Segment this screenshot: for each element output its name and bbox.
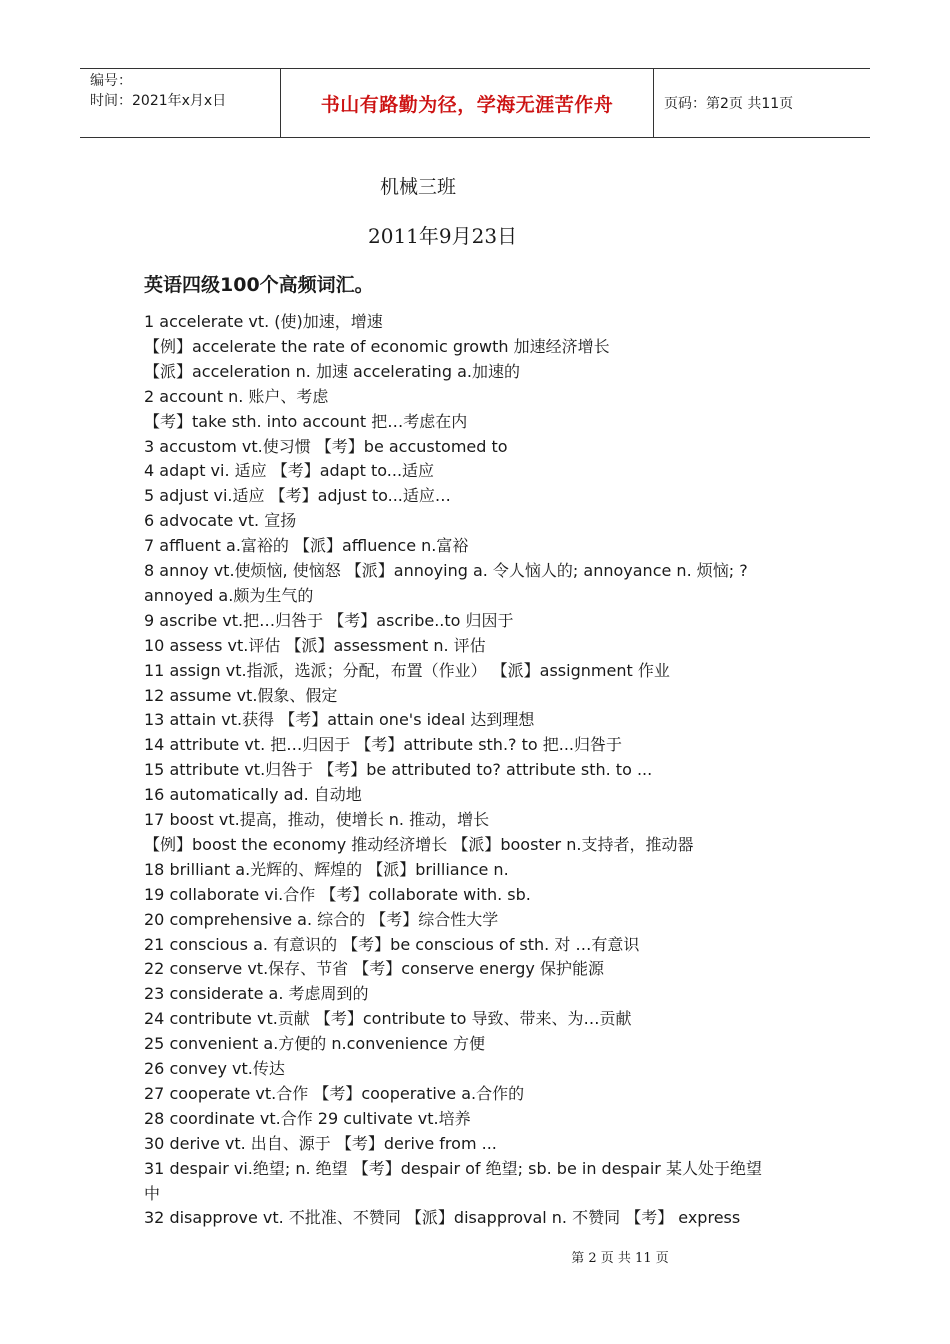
vocab-line: 10 assess vt.评估 【派】assessment n. 评估	[144, 635, 486, 655]
vocab-line: 【考】take sth. into account 把…考虑在内	[144, 411, 468, 431]
vocab-line: 【例】accelerate the rate of economic growth 加速经济增长	[144, 336, 610, 356]
vocab-line: 22 conserve vt.保存、节省 【考】conserve energy 保护能源	[144, 959, 604, 979]
header-page-cell	[654, 69, 870, 137]
vocab-line: 26 convey vt.传达	[144, 1059, 285, 1078]
section-heading: 英语四级100个高频词汇。	[144, 274, 374, 296]
vocab-line: 3 accustom vt.使习惯 【考】be accustomed to	[144, 436, 508, 456]
page-footer: 第 2 页 共 11 页	[571, 1251, 669, 1266]
vocab-line: 15 attribute vt.归咎于 【考】be attributed to? attribute sth. to ...	[144, 760, 653, 780]
vocab-line: 31 despair vi.绝望; n. 绝望 【考】despair of 绝望; sb. be in despair 某人处于绝望	[144, 1158, 762, 1178]
page-info: 页码：第2页 共11页	[664, 96, 794, 112]
vocab-line: 8 annoy vt.使烦恼, 使恼怒 【派】annoying a. 令人恼人的; annoyance n. 烦恼; ?	[144, 561, 748, 580]
vocab-line: 25 convenient a.方便的 n.convenience 方便	[144, 1034, 485, 1054]
vocab-line: 1 accelerate vt. (使)加速，增速	[144, 312, 383, 331]
header-left-cell	[80, 69, 281, 137]
vocab-line: 32 disapprove vt. 不批准、不赞同 【派】disapproval n. 不赞同 【考】 express	[144, 1208, 741, 1228]
vocab-line: 21 conscious a. 有意识的 【考】be conscious of sth. 对 …有意识	[144, 934, 640, 954]
vocab-line: 5 adjust vi.适应 【考】adjust to...适应…	[144, 486, 451, 506]
header-motto-cell	[281, 69, 654, 137]
vocab-line: 【派】acceleration n. 加速 accelerating a.加速的	[144, 361, 520, 381]
vocab-line: 20 comprehensive a. 综合的 【考】综合性大学	[144, 909, 499, 929]
vocab-line: 19 collaborate vi.合作 【考】collaborate with. sb.	[144, 884, 531, 904]
vocab-line: 17 boost vt.提高，推动，使增长 n. 推动，增长	[144, 810, 490, 829]
vocab-line: 4 adapt vi. 适应 【考】adapt to...适应	[144, 461, 435, 481]
vocab-line: 16 automatically ad. 自动地	[144, 785, 362, 805]
vocab-line: 27 cooperate vt.合作 【考】cooperative a.合作的	[144, 1083, 525, 1103]
vocab-line: 【例】boost the economy 推动经济增长 【派】booster n.支持者，推动器	[144, 834, 694, 854]
class-name: 机械三班	[380, 176, 457, 198]
vocab-line: 14 attribute vt. 把…归因于 【考】attribute sth.? to 把...归咎于	[144, 735, 623, 755]
vocab-line: 23 considerate a. 考虑周到的	[144, 984, 369, 1004]
vocab-line: annoyed a.颇为生气的	[144, 585, 314, 605]
vocab-line: 6 advocate vt. 宣扬	[144, 511, 297, 531]
vocab-line: 9 ascribe vt.把…归咎于 【考】ascribe..to 归因于	[144, 610, 514, 630]
vocab-line: 30 derive vt. 出自、源于 【考】derive from ...	[144, 1133, 497, 1153]
vocab-line: 11 assign vt.指派，选派；分配，布置（作业） 【派】assignment 作业	[144, 660, 670, 680]
vocab-line: 12 assume vt.假象、假定	[144, 685, 338, 705]
vocab-line: 18 brilliant a.光辉的、辉煌的 【派】brilliance n.	[144, 859, 509, 879]
vocab-line: 7 affluent a.富裕的 【派】affluence n.富裕	[144, 536, 469, 556]
vocab-line: 13 attain vt.获得 【考】attain one's ideal 达到理想	[144, 710, 535, 730]
page-header-table	[80, 68, 870, 138]
motto-text: 书山有路勤为径，学海无涯苦作舟	[320, 93, 614, 116]
vocab-line: 28 coordinate vt.合作 29 cultivate vt.培养	[144, 1108, 471, 1128]
vocab-line: 2 account n. 账户、考虑	[144, 386, 329, 406]
vocab-line: 24 contribute vt.贡献 【考】contribute to 导致、带来、为…贡献	[144, 1009, 632, 1029]
vocab-line: 中	[144, 1183, 161, 1203]
serial-label: 编号：	[90, 73, 132, 89]
document-date: 2011年9月23日	[368, 224, 518, 248]
time-label: 时间：2021年x月x日	[90, 93, 227, 109]
